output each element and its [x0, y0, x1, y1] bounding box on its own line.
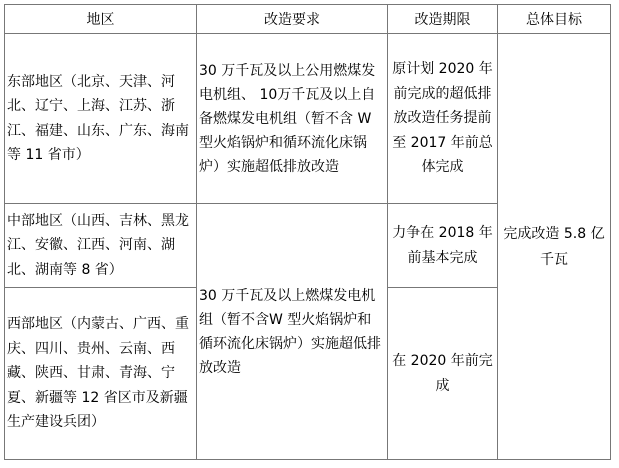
region-cell-west: 西部地区（内蒙古、广西、重庆、四川、贵州、云南、西藏、陕西、甘肃、青海、宁夏、新疆等 12 省区市及新疆生产建设兵团） [5, 288, 197, 460]
header-requirement: 改造要求 [197, 5, 388, 34]
requirement-cell-central-west: 30 万千瓦及以上燃煤发电机组（暂不含W 型火焰锅炉和循环流化床锅炉）实施超低排放改造 [197, 204, 388, 460]
header-target: 总体目标 [498, 5, 611, 34]
region-cell-east: 东部地区（北京、天津、河北、辽宁、上海、江苏、浙江、福建、山东、广东、海南等 11 省市） [5, 34, 197, 204]
retrofit-table [4, 4, 611, 460]
table-row-east [5, 34, 611, 204]
period-cell-west: 在 2020 年前完成 [388, 288, 498, 460]
region-cell-central: 中部地区（山西、吉林、黑龙江、安徽、江西、河南、湖北、湖南等 8 省） [5, 204, 197, 288]
target-cell: 完成改造 5.8 亿千瓦 [498, 34, 611, 460]
header-row [5, 5, 611, 34]
period-cell-central: 力争在 2018 年前基本完成 [388, 204, 498, 288]
requirement-cell-east: 30 万千瓦及以上公用燃煤发电机组、 10万千瓦及以上自备燃煤发电机组（暂不含 W 型火焰锅炉和循环流化床锅炉）实施超低排放改造 [197, 34, 388, 204]
header-region: 地区 [5, 5, 197, 34]
period-cell-east: 原计划 2020 年前完成的超低排放改造任务提前至 2017 年前总体完成 [388, 34, 498, 204]
header-period: 改造期限 [388, 5, 498, 34]
